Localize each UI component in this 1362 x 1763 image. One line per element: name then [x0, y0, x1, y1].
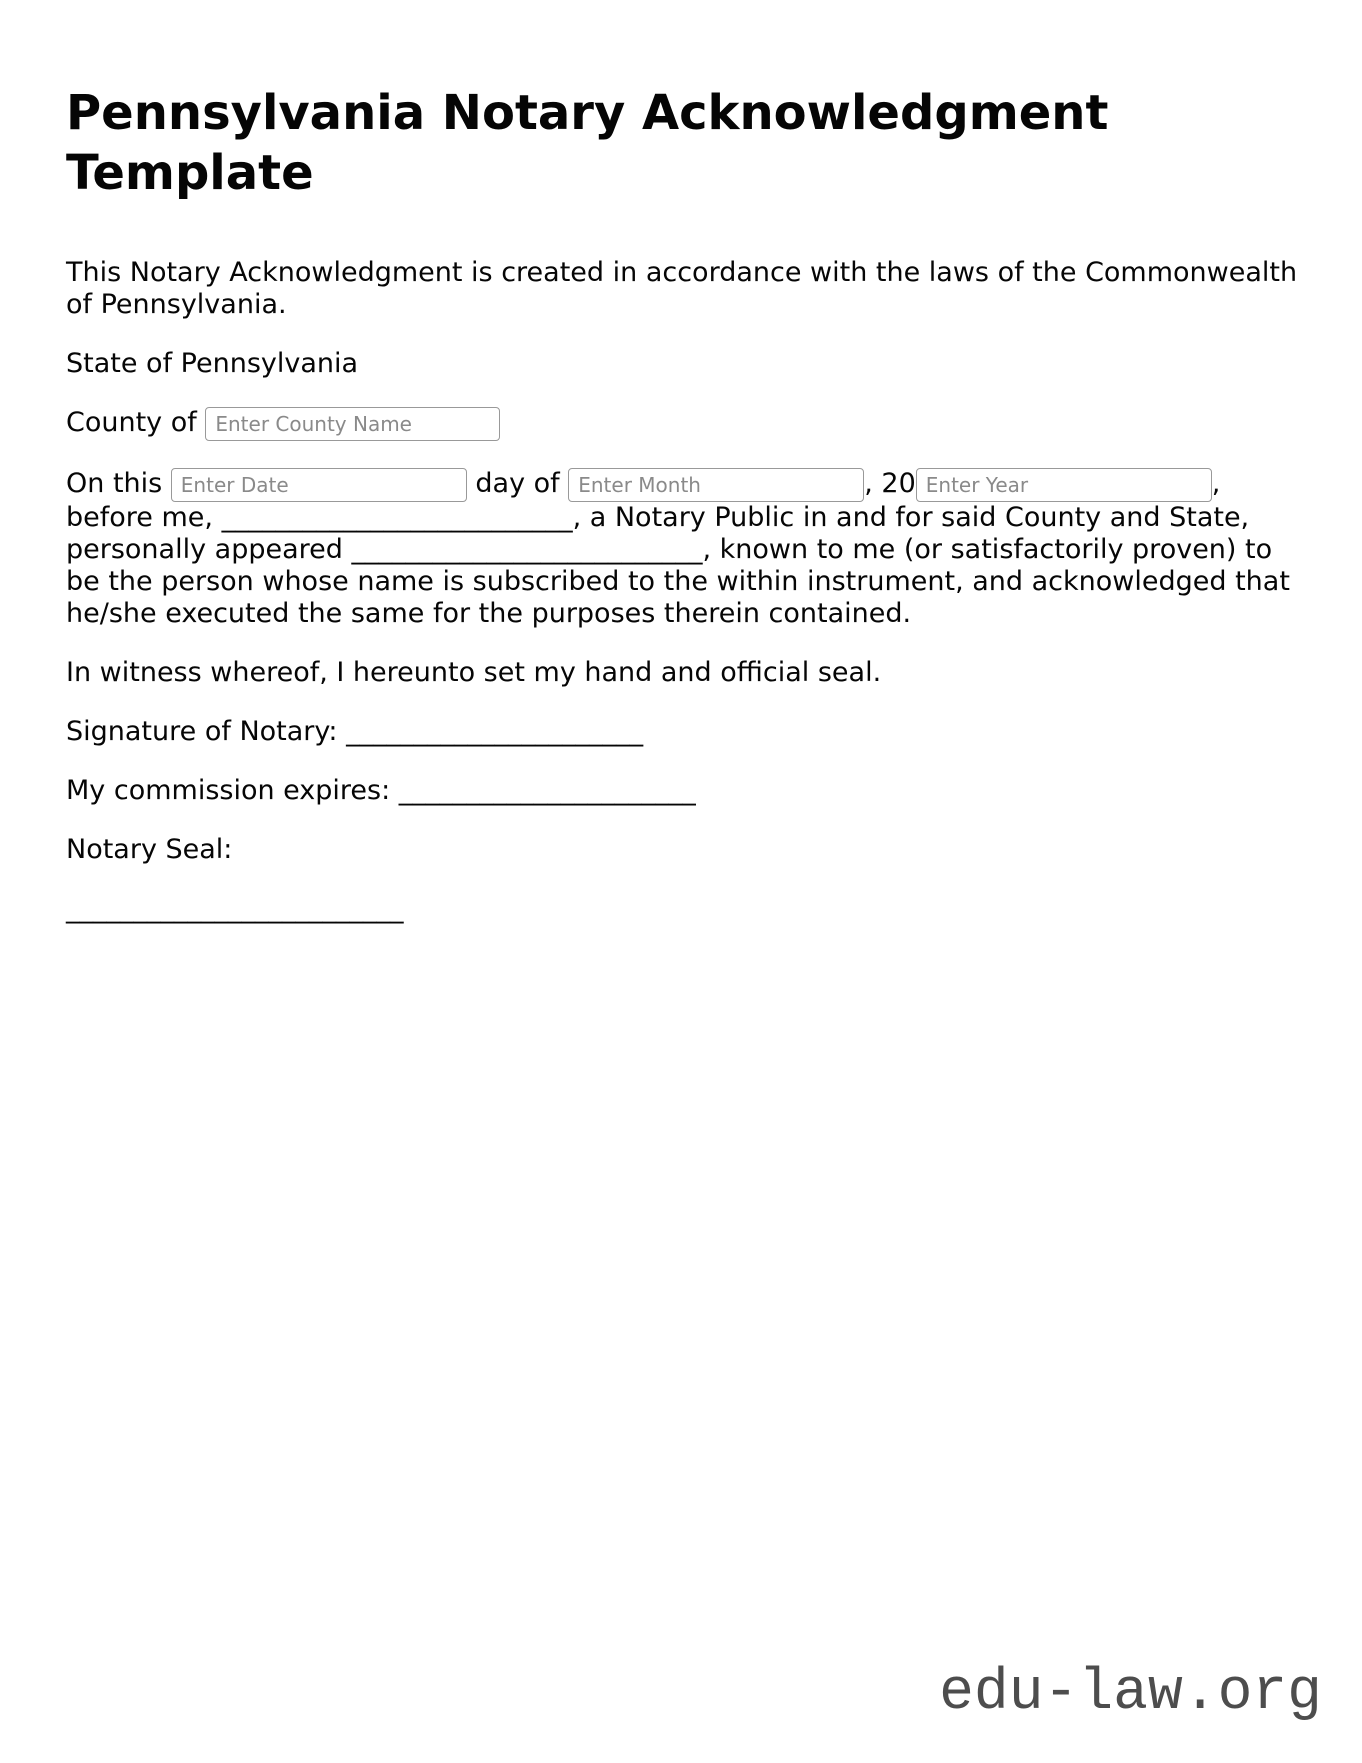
- closing-text: , known to me (or satisfactorily proven) to be the person whose name is subscribed to the within instrument, and acknowledged that he/she executed the same for the purposes therein contained.: [66, 534, 1290, 629]
- seal-label-line: Notary Seal:: [66, 834, 233, 865]
- state-line: State of Pennsylvania: [66, 348, 359, 379]
- seal-blank-line: _________________________: [66, 893, 404, 924]
- commission-label: My commission expires:: [66, 775, 399, 806]
- county-line: [66, 407, 1306, 441]
- acknowledgment-paragraph: [66, 468, 1306, 630]
- signature-blank-line: ______________________: [346, 716, 644, 747]
- intro-paragraph: This Notary Acknowledgment is created in accordance with the laws of the Commonwealth of Pennsylvania.: [66, 257, 1298, 320]
- witness-line: In witness whereof, I hereunto set my hand and official seal.: [66, 657, 882, 688]
- site-brand-watermark: edu-law.org: [939, 1661, 1322, 1726]
- commission-blank-line: ______________________: [398, 775, 696, 806]
- date-input[interactable]: [171, 468, 467, 502]
- month-input[interactable]: [568, 468, 864, 502]
- day-of-text: day of: [466, 468, 569, 499]
- year-input[interactable]: [916, 468, 1212, 502]
- person-name-blank-line: __________________________: [351, 534, 703, 565]
- county-state-text: , a Notary Public in and for said County and State, personally appeared: [66, 502, 1250, 565]
- on-this-text: On this: [66, 468, 171, 499]
- signature-label: Signature of Notary:: [66, 716, 347, 747]
- page-title: Pennsylvania Notary Acknowledgment Template: [66, 85, 1109, 201]
- commission-line: [66, 775, 1306, 807]
- county-label: County of: [66, 407, 206, 438]
- before-me-text: , before me,: [66, 468, 1221, 533]
- signature-line: [66, 716, 1306, 748]
- comma-twenty-text: , 20: [864, 468, 916, 499]
- county-name-input[interactable]: [205, 407, 500, 441]
- notary-name-blank-line: __________________________: [221, 502, 573, 533]
